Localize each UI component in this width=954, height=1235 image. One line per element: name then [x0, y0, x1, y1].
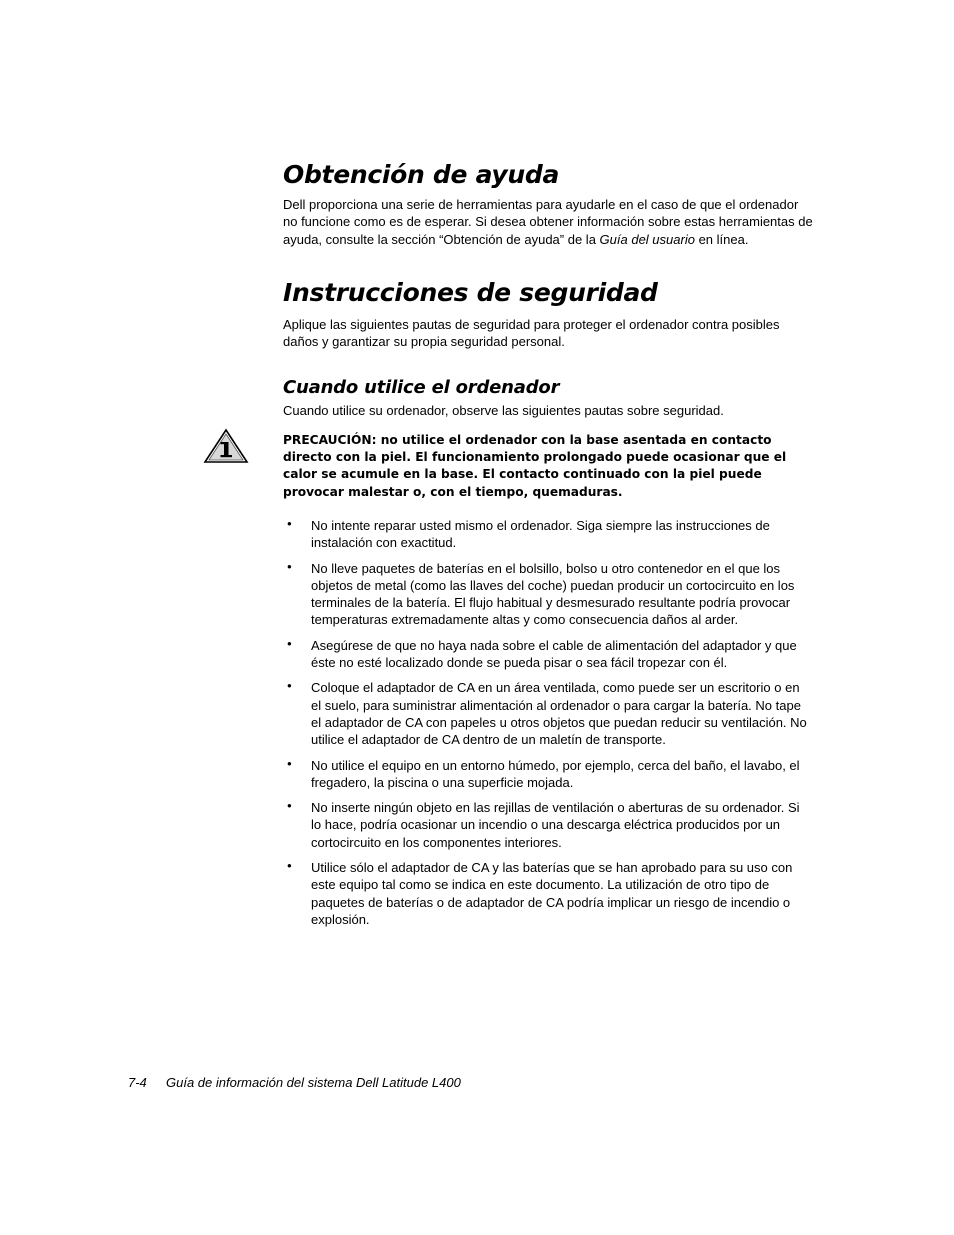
help-paragraph-start: Dell proporciona una serie de herramientas para ayudarle en el caso de que el ordenador no funcione como es de esperar. Si desea obtener información sobre estas herramientas de ayuda, consulte la sección “Obtención de ayuda” de la — [283, 197, 813, 247]
list-item-text: No utilice el equipo en un entorno húmedo, por ejemplo, cerca del baño, el lavabo, el fregadero, la piscina o una superficie mojada. — [311, 757, 800, 790]
user-guide-title: Guía del usuario — [599, 231, 695, 247]
heading-using-computer: Cuando utilice el ordenador — [283, 377, 560, 399]
bullet-icon: • — [287, 755, 292, 771]
page-content — [283, 160, 813, 936]
list-item-text: No lleve paquetes de baterías en el bolsillo, bolso u otro contenedor en el que los objetos de metal (como las llaves del coche) puedan producir un cortocircuito en los terminales de la batería. El flujo habitual y desmesurado resultante podría provocar temperaturas extremadamente altas y como consecuencia daños al arder. — [311, 560, 795, 628]
help-paragraph-end: en línea. — [694, 231, 749, 247]
list-item — [283, 799, 813, 851]
bullet-icon: • — [287, 678, 292, 694]
list-item-text: Asegúrese de que no haya nada sobre el cable de alimentación del adaptador y que éste no esté localizado donde se pueda pisar o sea fácil tropezar con él. — [311, 637, 797, 671]
list-item — [283, 679, 813, 748]
bullet-icon: • — [287, 635, 292, 651]
bullet-icon: • — [287, 858, 292, 874]
page-number: 7-4 — [128, 1075, 147, 1090]
heading-safety: Instrucciones de seguridad — [283, 277, 658, 307]
warning-triangle-icon — [203, 428, 249, 464]
bullet-icon: • — [287, 558, 292, 574]
list-item — [283, 757, 813, 792]
footer-title: Guía de información del sistema Dell Latitude L400 — [166, 1075, 461, 1090]
bullet-icon: • — [287, 798, 292, 814]
list-item-text: No inserte ningún objeto en las rejillas de ventilación o aberturas de su ordenador. Si lo hace, podría ocasionar un incendio o una descarga eléctrica producidos por un cortocircuito en los componentes interiores. — [311, 800, 800, 850]
heading-help: Obtención de ayuda — [283, 160, 560, 189]
list-item-text: Coloque el adaptador de CA en un área ventilada, como puede ser un escritorio o en el suelo, para suministrar alimentación al ordenador o para cargar la batería. No tape el adaptador de CA con papeles u otros objetos que puedan reducir su ventilación. No utilice el adaptador de CA dentro de un maletín de transporte. — [311, 680, 807, 748]
safety-bullet-list — [283, 517, 813, 928]
help-paragraph — [283, 196, 813, 248]
list-item-text: Utilice sólo el adaptador de CA y las baterías que se han aprobado para su uso con este equipo tal como se indica en este documento. La utilización de otro tipo de paquetes de baterías o de adaptador de CA podría implicar un riesgo de incendio o explosión. — [311, 860, 793, 927]
caution-text: PRECAUCIÓN: no utilice el ordenador con la base asentada en contacto directo con la piel. El funcionamiento prolongado puede ocasionar que el calor se acumule en la base. El contacto continuado con la piel puede provocar malestar o, con el tiempo, quemaduras. — [283, 432, 787, 499]
using-computer-intro: Cuando utilice su ordenador, observe las siguientes pautas sobre seguridad. — [283, 403, 724, 419]
list-item — [283, 859, 813, 928]
list-item — [283, 637, 813, 672]
caution-block — [283, 432, 813, 501]
list-item — [283, 517, 813, 552]
list-item — [283, 560, 813, 629]
page-footer — [128, 1075, 461, 1090]
safety-intro: Aplique las siguientes pautas de seguridad para proteger el ordenador contra posibles daños y garantizar su propia seguridad personal. — [283, 316, 780, 350]
bullet-icon: • — [287, 515, 292, 531]
list-item-text: No intente reparar usted mismo el ordenador. Siga siempre las instrucciones de instalación con exactitud. — [311, 517, 770, 551]
